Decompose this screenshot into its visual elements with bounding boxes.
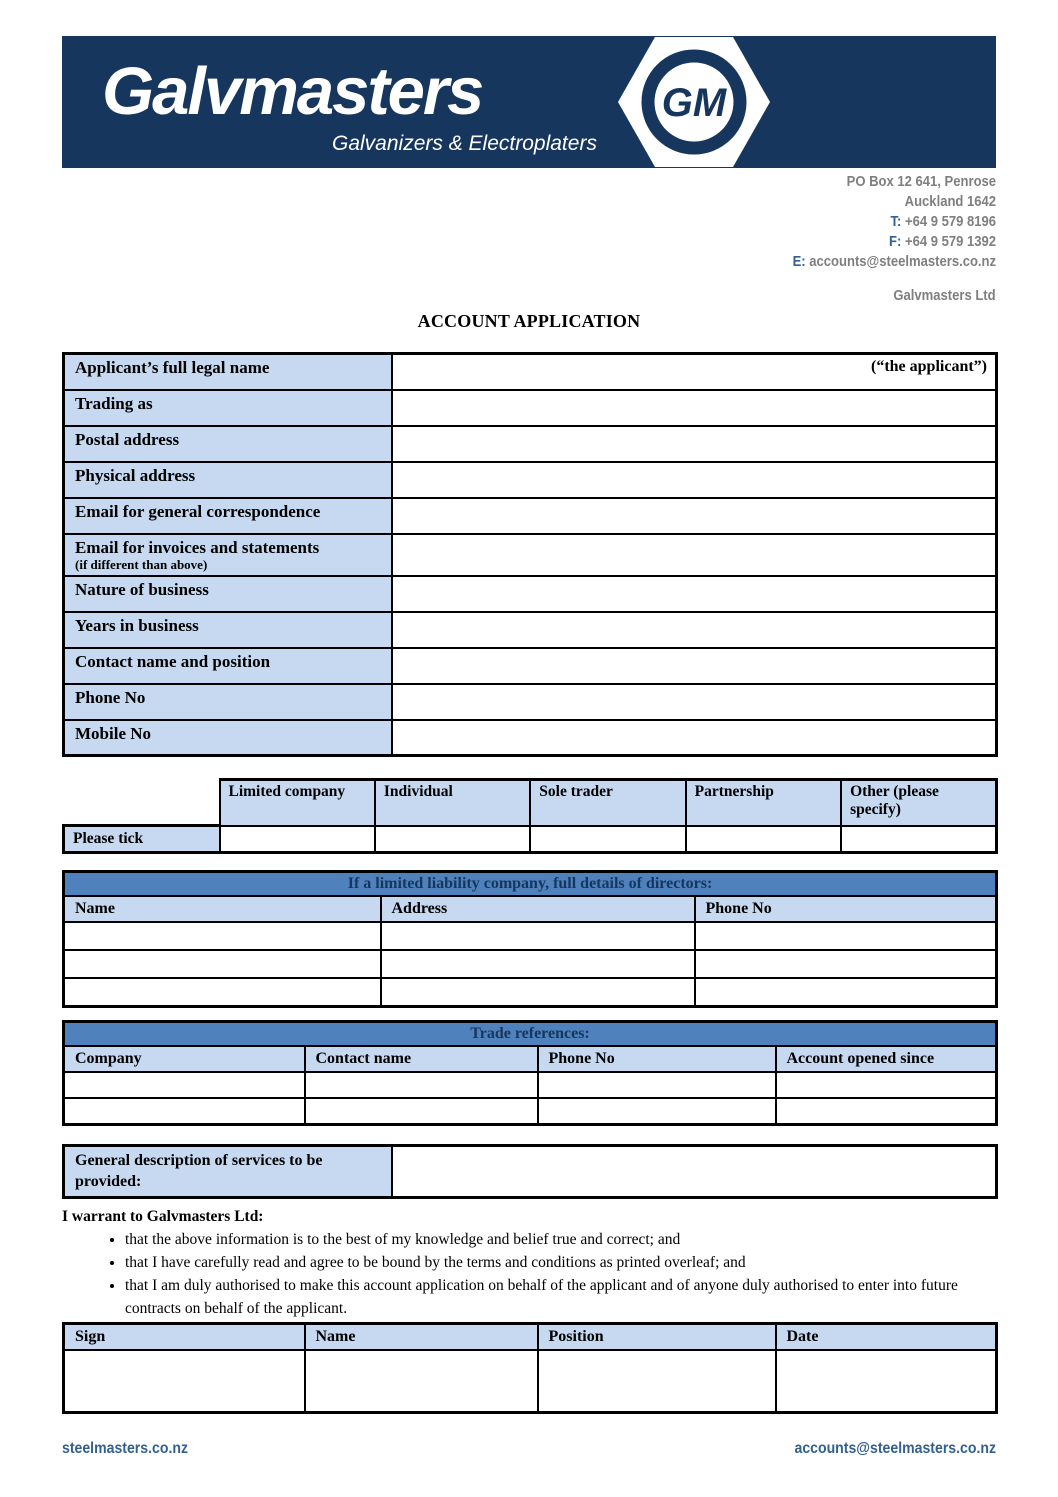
traderef-2-contact-field[interactable]: [305, 1098, 538, 1124]
services-label-line1: General description of services to be: [75, 1152, 323, 1169]
label-email-invoices-sub: (if different than above): [75, 556, 208, 572]
table-row: [64, 1072, 997, 1098]
gm-monogram: GM: [661, 81, 727, 125]
table-row: [64, 1098, 997, 1124]
table-row: [64, 1146, 997, 1198]
tick-sole-trader[interactable]: [530, 826, 685, 853]
field-email-invoices[interactable]: [392, 534, 997, 576]
warrant-bullet: • that the above information is to the best of my knowledge and belief true and correct; and: [125, 1228, 995, 1251]
table-row: [64, 612, 997, 648]
trade-col-company: Company: [64, 1046, 305, 1072]
directors-col-phone: Phone No: [695, 896, 997, 922]
field-contact-name-position[interactable]: [392, 648, 997, 684]
field-email-general[interactable]: [392, 498, 997, 534]
directors-col-address: Address: [381, 896, 695, 922]
label-postal-address: Postal address: [64, 426, 392, 462]
directors-col-name: Name: [64, 896, 381, 922]
table-row: [64, 1324, 997, 1351]
page-title: ACCOUNT APPLICATION: [417, 311, 641, 331]
director-3-name-field[interactable]: [64, 978, 381, 1006]
services-label: [64, 1146, 392, 1198]
traderef-2-phone-field[interactable]: [538, 1098, 776, 1124]
header-other: Other (please specify): [841, 780, 996, 826]
directors-table: [62, 870, 998, 1008]
table-row: [64, 978, 997, 1006]
table-row: [64, 780, 997, 826]
label-mobile-no: Mobile No: [64, 720, 392, 756]
table-row: [64, 534, 997, 576]
field-nature-of-business[interactable]: [392, 576, 997, 612]
label-physical-address: Physical address: [64, 462, 392, 498]
contact-block: [793, 172, 996, 272]
directors-title-band: If a limited liability company, full details of directors:: [64, 872, 997, 897]
header-limited-company: Limited company: [220, 780, 375, 826]
warrant-bullet: • that I am duly authorised to make this account application on behalf of the applicant and of anyone duly authorised to enter into future contracts on behalf of the applicant.: [125, 1274, 995, 1320]
table-row: [64, 922, 997, 950]
entity-type-table: [62, 778, 998, 854]
field-phone-no[interactable]: [392, 684, 997, 720]
trade-col-account-opened: Account opened since: [776, 1046, 997, 1072]
table-row: [64, 648, 997, 684]
contact-address-line1: PO Box 12 641, Penrose: [846, 174, 996, 190]
brand-tagline: Galvanizers & Electroplaters: [332, 132, 597, 155]
date-field[interactable]: [776, 1350, 997, 1412]
brand-logo-text: Galvmasters: [102, 54, 483, 129]
company-name: Galvmasters Ltd: [893, 288, 996, 304]
name-field[interactable]: [305, 1350, 538, 1412]
director-1-address-field[interactable]: [381, 922, 695, 950]
table-row: [64, 872, 997, 897]
traderef-2-company-field[interactable]: [64, 1098, 305, 1124]
trade-title-band: Trade references:: [64, 1022, 997, 1047]
sign-col-position: Position: [538, 1324, 776, 1351]
table-row: [64, 390, 997, 426]
tick-partnership[interactable]: [686, 826, 841, 853]
field-legal-name[interactable]: [392, 354, 997, 390]
phone-number: +64 9 579 8196: [904, 214, 996, 230]
trade-references-table: [62, 1020, 998, 1126]
contact-fax-line: [793, 232, 996, 252]
field-trading-as[interactable]: [392, 390, 997, 426]
field-mobile-no[interactable]: [392, 720, 997, 756]
label-years-in-business: Years in business: [64, 612, 392, 648]
label-trading-as: Trading as: [64, 390, 392, 426]
trade-col-phone: Phone No: [538, 1046, 776, 1072]
traderef-2-opened-field[interactable]: [776, 1098, 997, 1124]
label-email-invoices-main: Email for invoices and statements: [75, 537, 320, 557]
warrant-bullet: • that I have carefully read and agree to be bound by the terms and conditions as printed overleaf; and: [125, 1251, 995, 1274]
director-2-name-field[interactable]: [64, 950, 381, 978]
field-years-in-business[interactable]: [392, 612, 997, 648]
traderef-1-company-field[interactable]: [64, 1072, 305, 1098]
table-row: [64, 426, 997, 462]
contact-email-line: [793, 252, 996, 272]
header-sole-trader: Sole trader: [530, 780, 685, 826]
label-legal-name: Applicant’s full legal name: [64, 354, 392, 390]
position-field[interactable]: [538, 1350, 776, 1412]
director-3-address-field[interactable]: [381, 978, 695, 1006]
traderef-1-phone-field[interactable]: [538, 1072, 776, 1098]
warrant-heading: I warrant to Galvmasters Ltd:: [62, 1208, 264, 1225]
table-row: [64, 354, 997, 390]
director-1-phone-field[interactable]: [695, 922, 997, 950]
fax-prefix: F:: [888, 234, 902, 250]
director-2-phone-field[interactable]: [695, 950, 997, 978]
tick-other[interactable]: [841, 826, 996, 853]
warrant-bullet-list: [62, 1228, 995, 1320]
header-individual: Individual: [375, 780, 530, 826]
label-nature-of-business: Nature of business: [64, 576, 392, 612]
field-physical-address[interactable]: [392, 462, 997, 498]
trade-col-contact-name: Contact name: [305, 1046, 538, 1072]
warrant-section: [62, 1208, 995, 1320]
table-row: [64, 462, 997, 498]
sign-col-date: Date: [776, 1324, 997, 1351]
services-table: [62, 1144, 998, 1199]
director-1-name-field[interactable]: [64, 922, 381, 950]
tick-individual[interactable]: [375, 826, 530, 853]
sign-field[interactable]: [64, 1350, 305, 1412]
email-address: accounts@steelmasters.co.nz: [809, 254, 996, 270]
phone-prefix: T:: [890, 214, 902, 230]
table-row: [64, 498, 997, 534]
table-row: [64, 684, 997, 720]
label-email-invoices: [64, 534, 392, 576]
email-prefix: E:: [792, 254, 806, 270]
footer-website-link[interactable]: steelmasters.co.nz: [62, 1440, 189, 1457]
sign-col-sign: Sign: [64, 1324, 305, 1351]
tick-limited-company[interactable]: [220, 826, 375, 853]
applicant-note: (“the applicant”): [871, 358, 987, 375]
table-row: [64, 1046, 997, 1072]
director-3-phone-field[interactable]: [695, 978, 997, 1006]
table-row: [64, 896, 997, 922]
label-phone-no: Phone No: [64, 684, 392, 720]
fax-number: +64 9 579 1392: [904, 234, 996, 250]
services-field[interactable]: [392, 1146, 997, 1198]
please-tick-label: Please tick: [64, 826, 220, 853]
table-row: [64, 1350, 997, 1412]
table-row: [64, 720, 997, 756]
label-contact-name-position: Contact name and position: [64, 648, 392, 684]
contact-address-line2: Auckland 1642: [904, 194, 996, 210]
gm-hexagon-logo: [618, 34, 770, 170]
label-email-general: Email for general correspondence: [64, 498, 392, 534]
applicant-details-table: [62, 352, 998, 757]
traderef-1-contact-field[interactable]: [305, 1072, 538, 1098]
spacer-cell: [64, 780, 220, 826]
services-label-line2: provided:: [75, 1173, 142, 1190]
table-row: [64, 1022, 997, 1047]
table-row: [64, 576, 997, 612]
table-row: [64, 826, 997, 853]
field-postal-address[interactable]: [392, 426, 997, 462]
contact-phone-line: [793, 212, 996, 232]
sign-col-name: Name: [305, 1324, 538, 1351]
header-banner: [62, 36, 996, 168]
table-row: [64, 950, 997, 978]
signature-table: [62, 1322, 998, 1414]
header-partnership: Partnership: [686, 780, 841, 826]
footer-email-link[interactable]: accounts@steelmasters.co.nz: [794, 1440, 996, 1457]
traderef-1-opened-field[interactable]: [776, 1072, 997, 1098]
director-2-address-field[interactable]: [381, 950, 695, 978]
